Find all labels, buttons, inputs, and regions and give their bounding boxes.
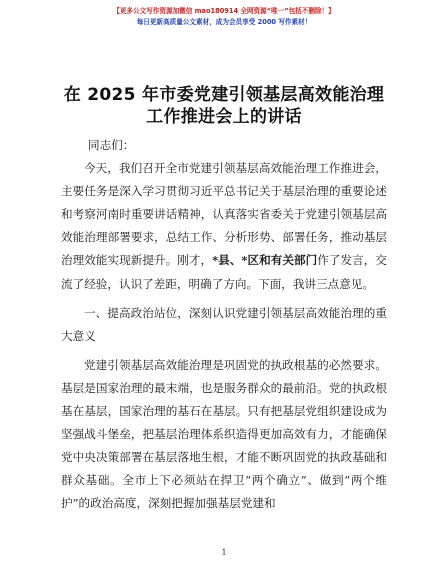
page-number: 1	[221, 548, 227, 557]
paragraph-opening-text-b: 作了发言，交流了经验，认识了差距，明确了方向。下面，我讲三点意见。	[61, 253, 387, 291]
paragraph-opening-bold-1: *县、*区和有关部	[212, 253, 306, 268]
paragraph-opening-bold-2: 门	[305, 253, 318, 268]
promo-banner	[0, 6, 448, 28]
promo-banner-line-1: 【更多公文写作资源加微信 mao180914 全网资源“唯一”包括不删除！】	[113, 7, 335, 15]
promo-banner-line-2: 每日更新高质量公文素材，成为会员享受 2000 写作素材！	[136, 18, 312, 26]
document-title: 在 2025 年市委党建引领基层高效能治理工作推进会上的讲话	[63, 85, 385, 127]
paragraph-significance: 党建引领基层高效能治理是巩固党的执政根基的必然要求。基层是国家治理的最末端，也是服务群众的最前沿。党的执政根基在基层，国家治理的基石在基层。只有把基层党组织建设成为坚强战斗堡垒，把基层治理体系织造得更加高效有力，才能确保党中央决策部署在基层落地生根，才能不断巩固党的执政基础和群众基础。全市上下必须站在捍卫“两个确立”、做到“两个维护”的政治高度，深刻把握加强基层党建和	[61, 357, 387, 511]
greeting: 同志们：	[88, 138, 135, 152]
section-heading-1: 一、提高政治站位，深刻认识党建引领基层高效能治理的重大意义	[61, 305, 387, 343]
paragraph-opening	[61, 157, 387, 296]
paragraph-opening-text-a: 今天，我们召开全市党建引领基层高效能治理工作推进会，主要任务是深入学习贯彻习近平总书记关于基层治理的重要论述和考察河南时重要讲话精神，认真落实省委关于党建引领基层高效能治理部署要求，总结工作、分析形势、部署任务，推动基层治理效能实现新提升。刚才，	[61, 161, 387, 268]
document-body	[61, 134, 387, 516]
